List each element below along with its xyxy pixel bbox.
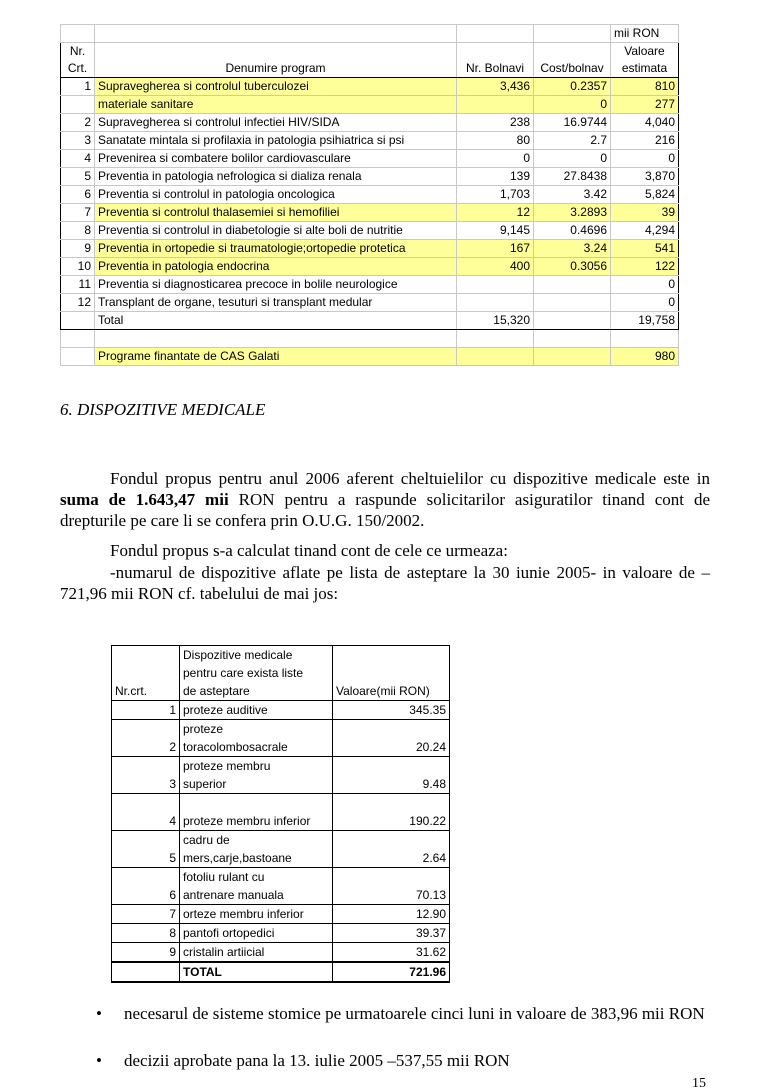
table-row: 1 Supravegherea si controlul tuberculozei 3,436 0.2357 810 [61,78,679,96]
table-row: 6 fotoliu rulant cu antrenare manuala 70.13 [112,868,450,905]
table-row: 9 cristalin artiicial 31.62 [112,943,450,963]
bullet-icon: • [96,1004,102,1023]
total-valoare: 19,758 [611,312,679,330]
devices-header [112,646,450,701]
header-valoare: Valoare(mii RON) [333,646,450,701]
header-dispozitive: Dispozitive medicale pentru care exista liste de asteptare [180,646,333,701]
table-row: 9 Preventia in ortopedie si traumatologie;ortopedie protetica 167 3.24 541 [61,240,679,258]
table-row: materiale sanitare 0 277 [61,96,679,114]
table-row: 8 Preventia si controlul in diabetologie si alte boli de nutritie 9,145 0.4696 4,294 [61,222,679,240]
table-row: 3 Sanatate mintala si profilaxia in patologia psihiatrica si psi 80 2.7 216 [61,132,679,150]
header-denumire: Denumire program [95,60,457,78]
paragraph-fund: Fondul propus pentru anul 2006 aferent cheltuielilor cu dispozitive medicale este in suma de 1.643,47 mii RON pentru a raspunde solicitarilor asiguratilor tinand cont de drepturile pe care li se confera prin O.U.G. 150/2002. [60,469,710,530]
header-cost: Cost/bolnav [534,60,611,78]
table-row: 5 cadru de mers,carje,bastoane 2.64 [112,831,450,868]
table-row: 4 Prevenirea si combatere bolilor cardiovasculare 0 0 0 [61,150,679,168]
table-row: 7 Preventia si controlul thalasemiei si hemofiliei 12 3.2893 39 [61,204,679,222]
table-row: 6 Preventia si controlul in patologia oncologica 1,703 3.42 5,824 [61,186,679,204]
cas-row [61,348,679,366]
devices-total-value: 721.96 [333,962,450,982]
table-row: 4 proteze membru inferior 190.22 [112,794,450,831]
header-nr: Nr. [61,43,95,61]
table-row: 11 Preventia si diagnosticarea precoce in bolile neurologice 0 [61,276,679,294]
header-bolnavi: Nr. Bolnavi [457,60,534,78]
cas-label: Programe finantate de CAS Galati [95,348,457,366]
table-row: 10 Preventia in patologia endocrina 400 0.3056 122 [61,258,679,276]
table-row: 7 orteze membru inferior 12.90 [112,905,450,924]
devices-table [111,645,450,983]
bullet-icon: • [96,1051,102,1070]
page-number: 15 [692,1076,706,1091]
header-estimata: estimata [611,60,679,78]
header-nrcrt: Nr.crt. [112,646,180,701]
table-row: 2 Supravegherea si controlul infectiei HIV/SIDA 238 16.9744 4,040 [61,114,679,132]
table-row: 3 proteze membru superior 9.48 [112,757,450,794]
bullet-stomice: necesarul de sisteme stomice pe urmatoarele cinci luni in valoare de 383,96 mii RON [124,1004,705,1023]
unit-label: mii RON [611,25,679,43]
table-row: 2 proteze toracolombosacrale 20.24 [112,720,450,757]
header-valoare: Valoare [611,43,679,61]
programs-table [60,24,679,366]
section-heading: 6. DISPOZITIVE MEDICALE [60,400,266,419]
table-row: 12 Transplant de organe, tesuturi si transplant medular 0 [61,294,679,312]
total-row [112,962,450,982]
total-row [61,312,679,330]
table-row: 1 proteze auditive 345.35 [112,701,450,720]
paragraph-calc: Fondul propus s-a calculat tinand cont de cele ce urmeaza: [110,541,508,560]
header-crt: Crt. [61,60,95,78]
paragraph-waiting-list: -numarul de dispozitive aflate pe lista de asteptare la 30 iunie 2005- in valoare de –721,96 mii RON cf. tabelului de mai jos: [60,563,710,603]
total-bolnavi: 15,320 [457,312,534,330]
devices-total-label: TOTAL [180,962,333,982]
table-row: 8 pantofi ortopedici 39.37 [112,924,450,943]
table-row: 5 Preventia in patologia nefrologica si dializa renala 139 27.8438 3,870 [61,168,679,186]
total-label: Total [95,312,457,330]
bullet-decizii: decizii aprobate pana la 13. iulie 2005 –537,55 mii RON [124,1051,510,1070]
cas-valoare: 980 [611,348,679,366]
